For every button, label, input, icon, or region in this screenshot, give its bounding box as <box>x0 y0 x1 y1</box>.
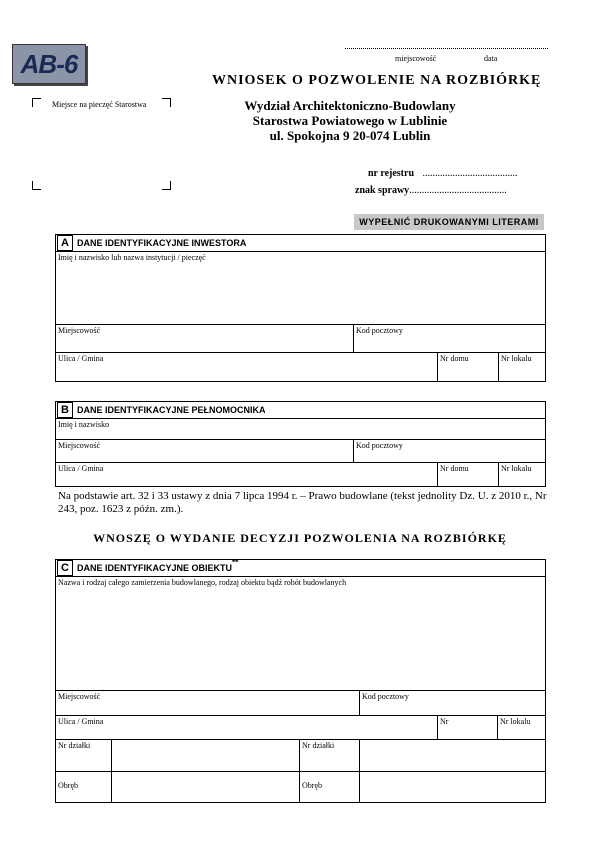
proxy-flat-field[interactable] <box>498 463 545 487</box>
section-a-title: DANE IDENTYFIKACYJNE INWESTORA <box>77 238 247 248</box>
object-area2-cell <box>299 772 360 803</box>
office-line-2: Starostwa Powiatowego w Lublinie <box>252 113 448 128</box>
section-c-object <box>55 559 546 803</box>
legal-basis-text: Na podstawie art. 32 i 33 ustawy z dnia 7 lipca 1994 r. – Prawo budowlane (tekst jednolity Dz. U. z 2010 r., Nr 243, poz. 1623 z późn. zm.). <box>58 490 547 515</box>
object-plot1-field[interactable] <box>111 740 300 771</box>
form-code-logo <box>12 44 86 84</box>
investor-name-field[interactable] <box>56 252 545 325</box>
proxy-house-field[interactable] <box>437 463 499 487</box>
object-name-label: Nazwa i rodzaj całego zamierzenia budowlanego, rodzaj obiektu bądź robót budowlanych <box>58 578 347 587</box>
case-mark-label: znak sprawy <box>355 185 410 196</box>
form-title: WNIOSEK O POZWOLENIE NA ROZBIÓRKĘ <box>212 73 542 88</box>
proxy-flat-label: Nr lokalu <box>501 464 532 473</box>
section-b-header <box>56 402 545 419</box>
investor-postal-field[interactable] <box>353 325 545 352</box>
object-plot2-cell <box>299 740 360 771</box>
object-flat-field[interactable] <box>497 716 545 739</box>
request-heading: WNOSZĘ O WYDANIE DECYZJI POZWOLENIA NA ROZBIÓRKĘ <box>93 531 507 545</box>
proxy-street-label: Ulica / Gmina <box>58 464 104 473</box>
date-label: data <box>484 54 498 63</box>
object-plot2-field[interactable] <box>359 740 545 771</box>
object-street-label: Ulica / Gmina <box>58 717 104 726</box>
investor-postal-label: Kod pocztowy <box>356 326 403 335</box>
object-flat-label: Nr lokalu <box>500 717 531 726</box>
proxy-postal-field[interactable] <box>353 440 545 462</box>
object-plot1-label: Nr działki <box>58 741 91 750</box>
object-area1-label: Obręb <box>58 781 78 790</box>
object-nr-field[interactable] <box>437 716 498 739</box>
stamp-corner-bl <box>32 181 41 190</box>
object-postal-label: Kod pocztowy <box>362 692 409 701</box>
proxy-name-field[interactable] <box>56 419 545 440</box>
section-b-letter: B <box>57 402 73 418</box>
case-mark-field[interactable]: ....................................... <box>409 185 507 196</box>
print-letters-banner: WYPEŁNIĆ DRUKOWANYMI LITERAMI <box>354 214 544 230</box>
object-city-label: Miejscowość <box>58 692 101 701</box>
object-area1-field[interactable] <box>111 772 300 803</box>
section-c-header <box>56 557 545 577</box>
registry-number <box>368 168 518 179</box>
object-plot2-label: Nr działki <box>302 741 335 750</box>
stamp-corner-tl <box>32 98 41 107</box>
section-a-investor <box>55 234 546 382</box>
proxy-postal-label: Kod pocztowy <box>356 441 403 450</box>
office-line-3: ul. Spokojna 9 20-074 Lublin <box>269 128 431 143</box>
investor-city-row <box>56 325 545 353</box>
proxy-city-row <box>56 440 545 463</box>
office-header <box>230 98 470 143</box>
stamp-corner-br <box>162 181 171 190</box>
section-c-footnote-mark: ** <box>232 557 239 567</box>
investor-flat-field[interactable] <box>498 353 545 382</box>
object-area-row <box>56 772 545 803</box>
registry-number-field[interactable]: ...................................... <box>422 168 518 179</box>
object-nr-label: Nr <box>440 717 449 726</box>
office-line-1: Wydział Architektoniczno-Budowlany <box>244 98 456 113</box>
investor-house-label: Nr domu <box>440 354 469 363</box>
proxy-name-label: Imię i nazwisko <box>58 420 110 429</box>
investor-house-field[interactable] <box>437 353 499 382</box>
registry-number-label: nr rejestru <box>368 168 415 179</box>
object-plot-row <box>56 740 545 772</box>
object-street-row <box>56 716 545 740</box>
section-b-proxy <box>55 401 546 487</box>
object-name-field[interactable] <box>56 577 545 691</box>
investor-name-label: Imię i nazwisko lub nazwa instytucji / pieczęć <box>58 253 206 262</box>
place-date-line[interactable] <box>345 42 548 49</box>
investor-city-label: Miejscowość <box>58 326 101 335</box>
section-c-title: DANE IDENTYFIKACYJNE OBIEKTU <box>77 563 233 573</box>
investor-street-label: Ulica / Gmina <box>58 354 104 363</box>
section-a-header <box>56 235 545 252</box>
proxy-city-label: Miejscowość <box>58 441 101 450</box>
object-area2-field[interactable] <box>359 772 545 803</box>
investor-flat-label: Nr lokalu <box>501 354 532 363</box>
stamp-label: Miejsce na pieczęć Starostwa <box>52 100 147 109</box>
proxy-house-label: Nr domu <box>440 464 469 473</box>
stamp-corner-tr <box>162 98 171 107</box>
investor-street-row <box>56 353 545 382</box>
object-area2-label: Obręb <box>302 781 322 790</box>
object-city-row <box>56 691 545 716</box>
object-postal-field[interactable] <box>359 691 545 715</box>
proxy-street-row <box>56 463 545 487</box>
form-code-text: AB-6 <box>20 48 78 79</box>
section-a-letter: A <box>57 235 73 251</box>
section-c-letter: C <box>57 560 73 576</box>
section-b-title: DANE IDENTYFIKACYJNE PEŁNOMOCNIKA <box>77 405 266 415</box>
place-label: miejscowość <box>395 54 437 63</box>
case-mark <box>355 185 507 196</box>
